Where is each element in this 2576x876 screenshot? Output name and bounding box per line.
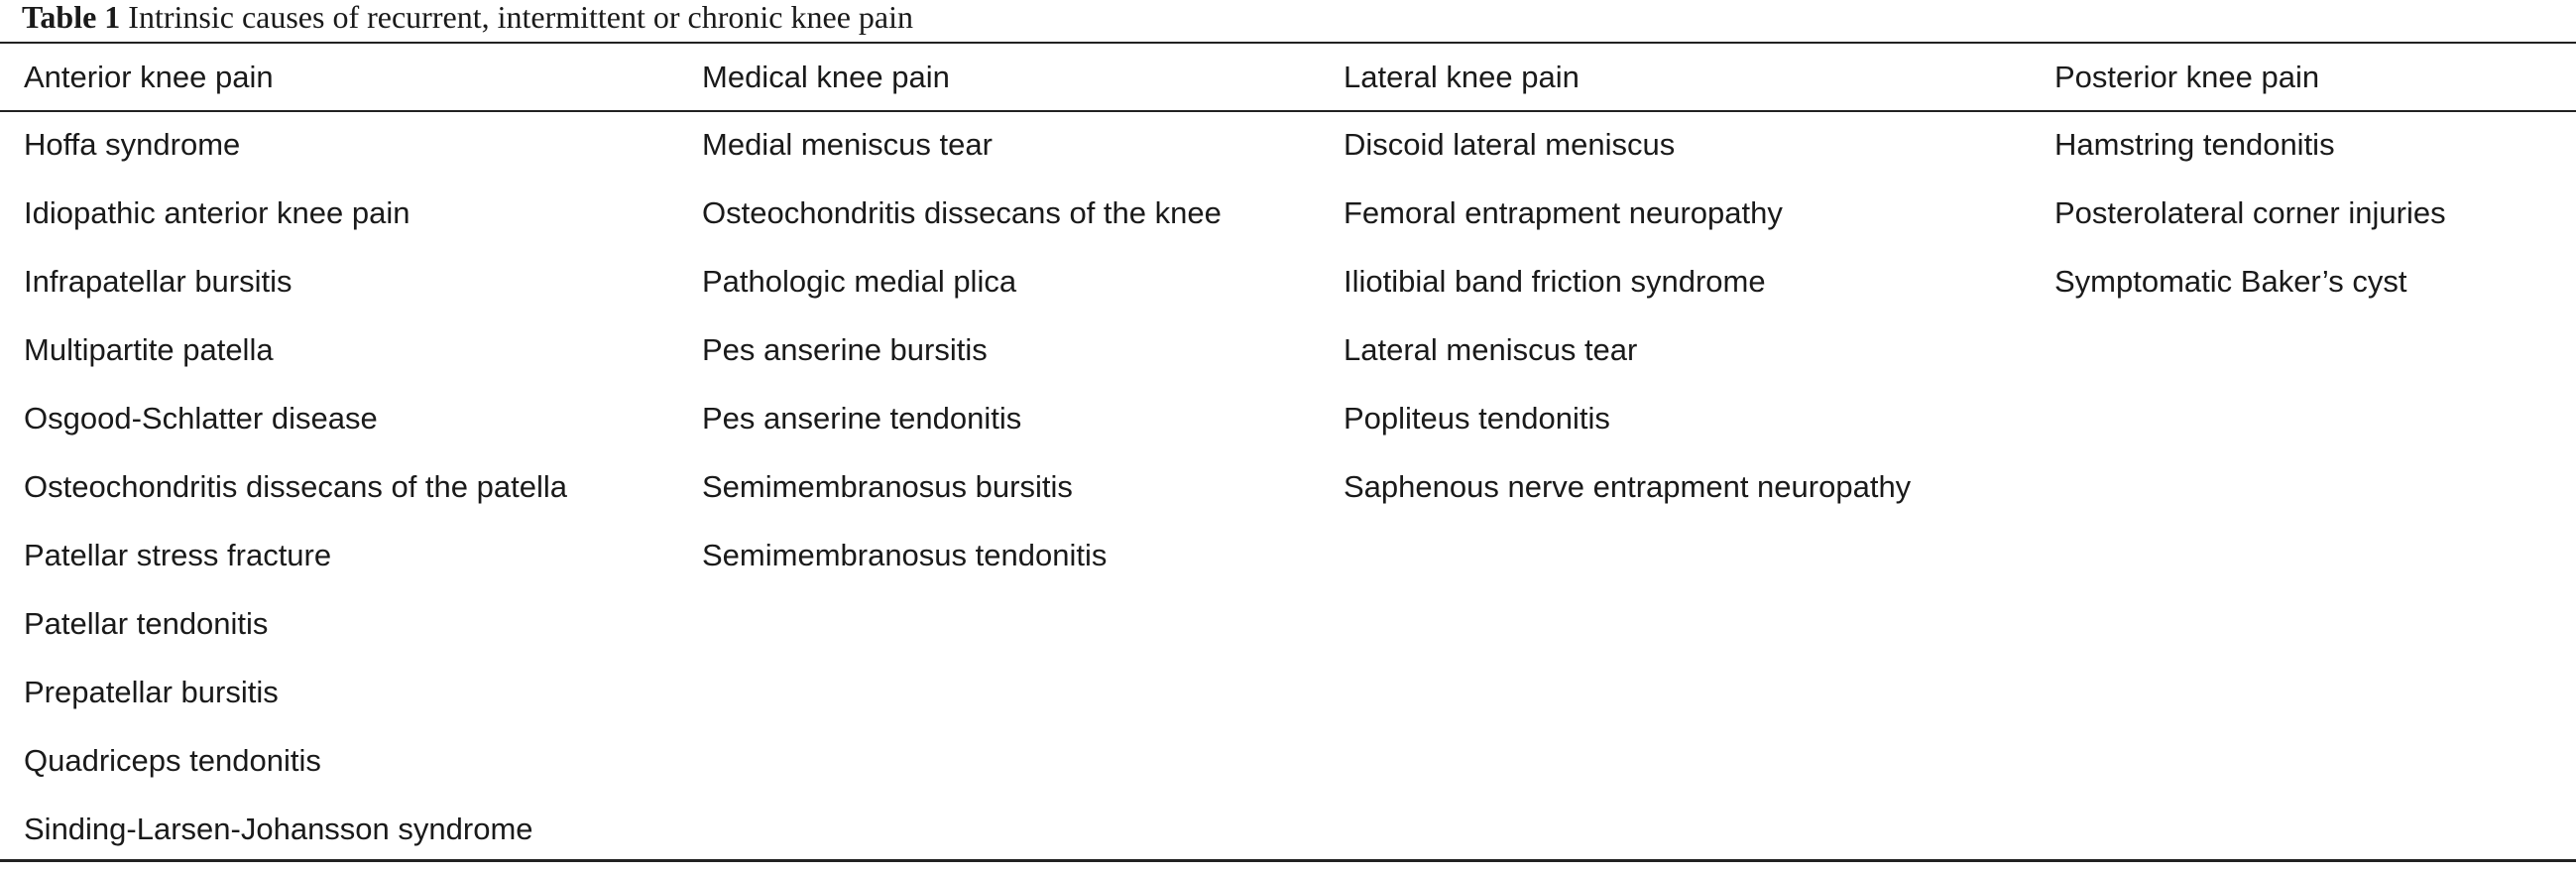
table-cell: Pes anserine bursitis [702, 332, 988, 367]
table-cell: Saphenous nerve entrapment neuropathy [1344, 469, 1912, 504]
table-cell: Osteochondritis dissecans of the knee [702, 195, 1222, 230]
column-header: Medical knee pain [702, 60, 950, 94]
table-cell: Quadriceps tendonitis [24, 743, 321, 778]
table-cell: Pes anserine tendonitis [702, 401, 1022, 436]
table-top-rule [0, 42, 2576, 44]
column-items [24, 123, 567, 876]
table-cell: Lateral meniscus tear [1344, 332, 1638, 367]
table-cell: Multipartite patella [24, 332, 274, 367]
table-cell: Posterolateral corner injuries [2054, 195, 2446, 230]
table-caption [22, 0, 913, 38]
table-cell: Femoral entrapment neuropathy [1344, 195, 1783, 230]
table-cell: Patellar stress fracture [24, 538, 332, 572]
table-cell: Prepatellar bursitis [24, 675, 279, 709]
column-header: Lateral knee pain [1344, 60, 1580, 94]
table-cell: Idiopathic anterior knee pain [24, 195, 410, 230]
table-header-rule [0, 110, 2576, 112]
column-items [702, 123, 1222, 602]
table-cell: Semimembranosus tendonitis [702, 538, 1108, 572]
table-caption-label: Table 1 [22, 0, 121, 35]
table-cell: Osteochondritis dissecans of the patella [24, 469, 567, 504]
column-header: Posterior knee pain [2054, 60, 2320, 94]
table-cell: Semimembranosus bursitis [702, 469, 1073, 504]
table-cell: Iliotibial band friction syndrome [1344, 264, 1766, 299]
column-items [1344, 123, 1911, 534]
table-cell: Discoid lateral meniscus [1344, 127, 1676, 162]
column-items [2054, 123, 2446, 328]
table-cell: Infrapatellar bursitis [24, 264, 293, 299]
table-cell: Osgood-Schlatter disease [24, 401, 378, 436]
table-cell: Hamstring tendonitis [2054, 127, 2335, 162]
table-caption-text: Intrinsic causes of recurrent, intermittent or chronic knee pain [128, 0, 913, 35]
table-cell: Pathologic medial plica [702, 264, 1017, 299]
table-cell: Symptomatic Baker’s cyst [2054, 264, 2407, 299]
table-cell: Medial meniscus tear [702, 127, 993, 162]
table-cell: Patellar tendonitis [24, 606, 269, 641]
table-cell: Hoffa syndrome [24, 127, 241, 162]
table-cell: Popliteus tendonitis [1344, 401, 1610, 436]
column-header: Anterior knee pain [24, 60, 274, 94]
table-cell: Sinding-Larsen-Johansson syndrome [24, 812, 533, 846]
